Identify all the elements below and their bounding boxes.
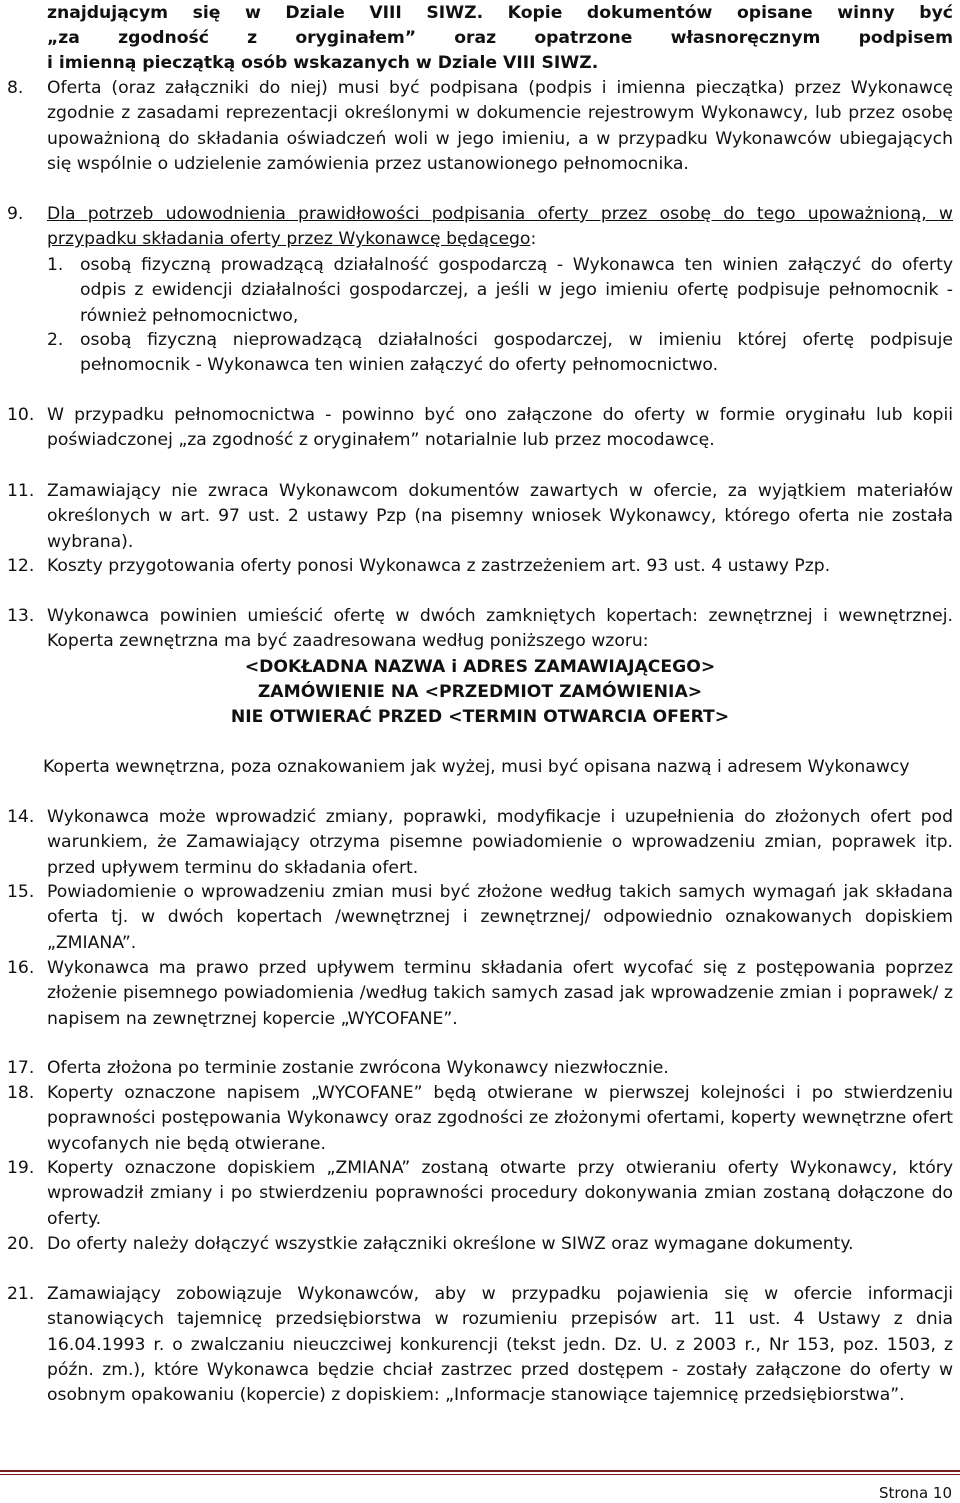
sub-item-number: 1. xyxy=(47,255,64,275)
envelope-line-1: <DOKŁADNA NAZWA i ADRES ZAMAWIAJĄCEGO> xyxy=(244,657,716,677)
item-number: 15. xyxy=(7,882,35,902)
list-item-14: Wykonawca może wprowadzić zmiany, poprawki, modyfikacje i uzupełnienia do złożonych ofert pod warunkiem, że Zamawiający otrzyma pisemne powiadomienie o wprowadzeniu zmian, poprawek itp. przed upływem terminu do składania ofert. xyxy=(47,807,953,878)
item-number: 21. xyxy=(7,1284,35,1304)
sub-item-9-1: osobą fizyczną prowadzącą działalność gospodarczą - Wykonawca ten winien załączyć do oferty odpis z ewidencji działalności gospodarczej, a jeśli w jego imieniu ofertę podpisuje pełnomocnik - również pełnomocnictwo, xyxy=(80,255,953,326)
list-item-17: Oferta złożona po terminie zostanie zwrócona Wykonawcy niezwłocznie. xyxy=(47,1058,669,1078)
list-item-16: Wykonawca ma prawo przed upływem terminu składania ofert wycofać się z postępowania poprzez złożenie pisemnego powiadomienia /według takich samych zasad jak wprowadzenie zmian i poprawek/ z napisem na zewnętrznej kopercie „WYCOFANE”. xyxy=(47,958,953,1029)
intro-line-2: „za zgodność z oryginałem” oraz opatrzone własnoręcznym podpisem xyxy=(47,28,953,48)
list-item-21: Zamawiający zobowiązuje Wykonawców, aby w przypadku pojawienia się w ofercie informacji stanowiących tajemnicę przedsiębiorstwa w rozumieniu przepisów art. 11 ust. 4 Ustawy z dnia 16.04.1993 r. o zwalczaniu nieuczciwej konkurencji (tekst jedn. Dz. U. z 2003 r., Nr 153, poz. 1503, z późn. zm.), które Wykonawca będzie chciał zastrzec przed dostępem - zostały załączone do oferty w osobnym opakowaniu (kopercie) z dopiskiem: „Informacje stanowiące tajemnicę przedsiębiorstwa”. xyxy=(47,1284,953,1406)
list-item-11: Zamawiający nie zwraca Wykonawcom dokumentów zawartych w ofercie, za wyjątkiem materiałów określonych w art. 97 ust. 2 ustawy Pzp (na pisemny wniosek Wykonawcy, którego oferta nie została wybrana). xyxy=(47,481,953,552)
list-item-10: W przypadku pełnomocnictwa - powinno być ono załączone do oferty w formie oryginału lub kopii poświadczonej „za zgodność z oryginałem” notarialnie lub przez mocodawcę. xyxy=(47,405,953,451)
intro-line-1: znajdującym się w Dziale VIII SIWZ. Kopie dokumentów opisane winny być xyxy=(47,3,953,23)
item-number: 11. xyxy=(7,481,35,501)
inner-envelope-note: Koperta wewnętrzna, poza oznakowaniem jak wyżej, musi być opisana nazwą i adresem Wykonawcy xyxy=(43,757,910,777)
envelope-line-2: ZAMÓWIENIE NA <PRZEDMIOT ZAMÓWIENIA> xyxy=(257,682,703,702)
item-number: 8. xyxy=(7,78,24,98)
sub-item-number: 2. xyxy=(47,330,64,350)
sub-item-9-2: osobą fizyczną nieprowadzącą działalności gospodarczej, w imieniu której ofertę podpisuje pełnomocnik - Wykonawca ten winien załączyć do oferty pełnomocnictwo. xyxy=(80,330,953,376)
list-item-9-underlined: Dla potrzeb udowodnienia prawidłowości podpisania oferty przez osobę do tego upoważnioną, w przypadku składania oferty przez Wykonawcę będącego xyxy=(47,204,953,250)
item-number: 19. xyxy=(7,1158,35,1178)
item-number: 18. xyxy=(7,1083,35,1103)
list-item-15: Powiadomienie o wprowadzeniu zmian musi być złożone według takich samych wymagań jak składana oferta tj. w dwóch kopertach /wewnętrznej i zewnętrznej/ odpowiednio oznakowanych dopiskiem „ZMIANA”. xyxy=(47,882,953,953)
list-item-13: Wykonawca powinien umieścić ofertę w dwóch zamkniętych kopertach: zewnętrznej i wewnętrznej. Koperta zewnętrzna ma być zaadresowana według poniższego wzoru: xyxy=(47,606,953,652)
item-number: 14. xyxy=(7,807,35,827)
intro-line-3: i imienną pieczątką osób wskazanych w Dziale VIII SIWZ. xyxy=(47,53,599,73)
item-number: 16. xyxy=(7,958,35,978)
list-item-8: Oferta (oraz załączniki do niej) musi być podpisana (podpis i imienna pieczątka) przez Wykonawcę zgodnie z zasadami reprezentacji określonymi w dokumencie rejestrowym Wykonawcy, lub przez osobę upoważnioną do składania oświadczeń woli w jego imieniu, a w przypadku Wykonawców ubiegających się wspólnie o udzielenie zamówienia przez ustanowionego pełnomocnika. xyxy=(47,78,953,174)
list-item-9 xyxy=(47,202,953,253)
item-number: 20. xyxy=(7,1234,35,1254)
envelope-line-3: NIE OTWIERAĆ PRZED <TERMIN OTWARCIA OFERT> xyxy=(230,707,730,727)
page-number: Strona 10 xyxy=(879,1484,952,1502)
footer-rule xyxy=(0,1470,960,1475)
item-number: 17. xyxy=(7,1058,35,1078)
list-item-12: Koszty przygotowania oferty ponosi Wykonawca z zastrzeżeniem art. 93 ust. 4 ustawy Pzp. xyxy=(47,556,831,576)
list-item-9-tail: : xyxy=(530,229,537,250)
item-number: 13. xyxy=(7,606,35,626)
item-number: 12. xyxy=(7,556,35,576)
list-item-19: Koperty oznaczone dopiskiem „ZMIANA” zostaną otwarte przy otwieraniu oferty Wykonawcy, który wprowadził zmiany i po stwierdzeniu poprawności procedury dokonywania zmian zostaną dołączone do oferty. xyxy=(47,1158,953,1229)
list-item-20: Do oferty należy dołączyć wszystkie załączniki określone w SIWZ oraz wymagane dokumenty. xyxy=(47,1234,854,1254)
list-item-18: Koperty oznaczone napisem „WYCOFANE” będą otwierane w pierwszej kolejności i po stwierdzeniu poprawności postępowania Wykonawcy oraz zgodności ze złożonymi ofertami, koperty wewnętrzne ofert wycofanych nie będą otwierane. xyxy=(47,1083,953,1154)
item-number: 9. xyxy=(7,204,24,224)
item-number: 10. xyxy=(7,405,35,425)
